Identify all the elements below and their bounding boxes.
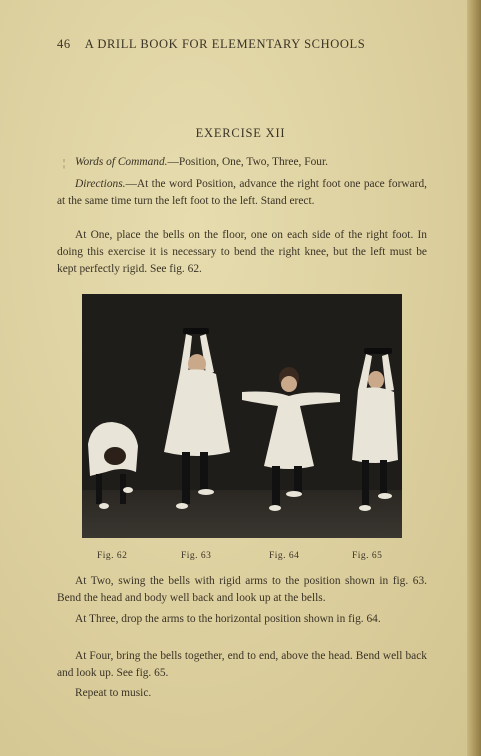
exercise-title: EXERCISE XII — [195, 126, 286, 140]
margin-mark: ¦ — [63, 158, 66, 169]
words-of-command-label: Words of Command. — [75, 156, 168, 168]
paragraph-four — [57, 648, 427, 682]
paragraph-five — [57, 685, 427, 702]
words-of-command-text: —Position, One, Two, Three, Four. — [167, 156, 328, 168]
paragraph-two-text: At Two, swing the bells with rigid arms to the position shown in fig. 63. Bend the head and body well back and look up at the bells. — [57, 575, 427, 604]
paragraph-one — [57, 227, 427, 278]
paragraph-three — [57, 611, 427, 628]
directions-paragraph — [57, 176, 427, 210]
running-head — [57, 37, 457, 52]
figure-64-caption: Fig. 64 — [269, 551, 300, 561]
figure-62-caption: Fig. 62 — [97, 551, 128, 561]
paragraph-three-text: At Three, drop the arms to the horizontal position shown in fig. 64. — [75, 613, 381, 625]
paragraph-one-text: At One, place the bells on the floor, one on each side of the right foot. In doing this exercise it is necessary to bend the right knee, but the left must be kept perfectly rigid. See fig. 62. — [57, 229, 427, 275]
directions-label: Directions. — [75, 178, 126, 190]
paragraph-two — [57, 573, 427, 607]
book-edge-shadow — [467, 0, 481, 756]
figure-63-caption: Fig. 63 — [181, 551, 212, 561]
photo-illustration — [82, 294, 402, 538]
directions-text: —At the word Position, advance the right foot one pace forward, at the same time turn the left foot to the left. Stand erect. — [57, 178, 427, 207]
paragraph-five-text: Repeat to music. — [75, 687, 152, 699]
page-number: 46 — [57, 37, 71, 51]
running-title: A DRILL BOOK FOR ELEMENTARY SCHOOLS — [84, 37, 366, 51]
exercise-photograph — [82, 294, 402, 538]
paragraph-four-text: At Four, bring the bells together, end to end, above the head. Bend well back and look up. See fig. 65. — [57, 650, 427, 679]
figure-65-caption: Fig. 65 — [352, 551, 383, 561]
words-of-command-paragraph — [57, 154, 427, 171]
